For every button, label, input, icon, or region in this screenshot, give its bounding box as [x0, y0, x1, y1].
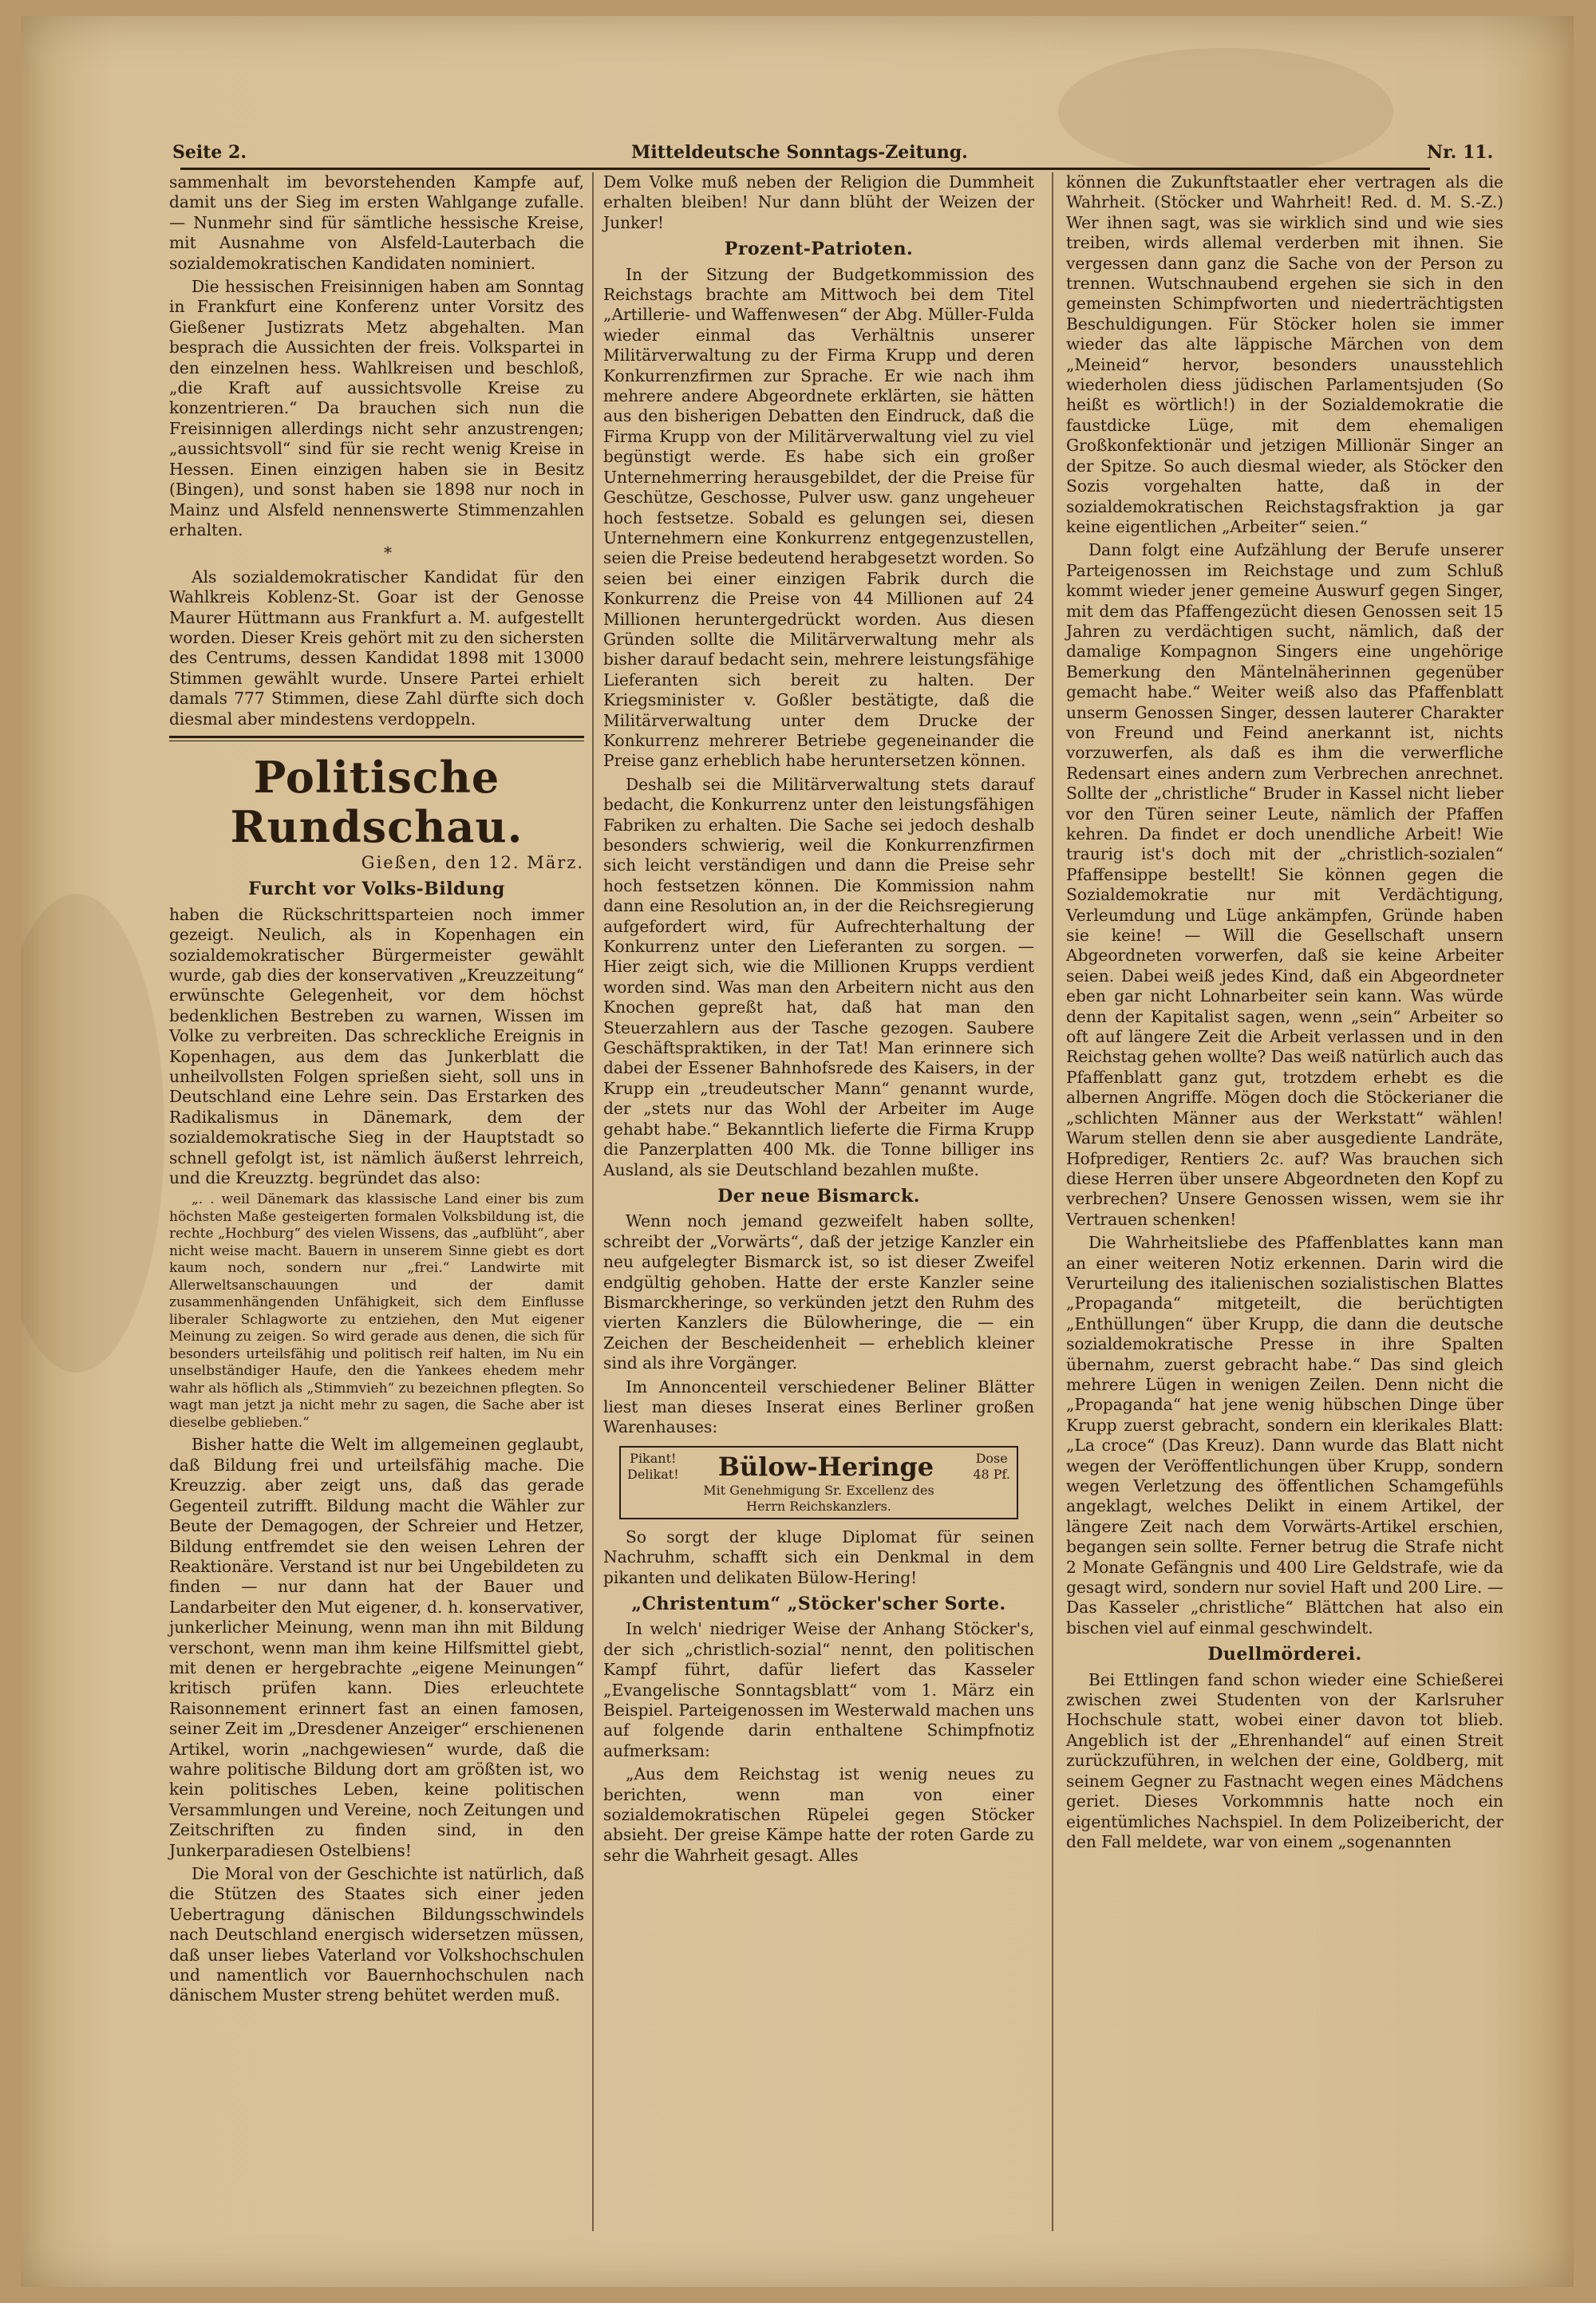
- section-rule: [169, 736, 584, 741]
- article-headline: Duellmörderei.: [1207, 1644, 1362, 1665]
- paper-stain: [21, 894, 164, 1373]
- ad-text: Mit Genehmigung Sr. Excellenz des: [703, 1482, 934, 1498]
- ad-text: Pikant!: [630, 1450, 677, 1466]
- separator-star: *: [383, 543, 393, 563]
- ad-product-name: Bülow-Heringe: [717, 1451, 934, 1482]
- ad-price: 48 Pf.: [973, 1466, 1010, 1482]
- paragraph: Deshalb sei die Militärverwaltung stets darauf bedacht, die Konkurrenz unter den leistungsfähigen Fabriken zu erhalten. Die Sache sei jedoch deshalb besonders schwierig, weil die Konkurrenzfirmen sich leicht verständigen und dann die Preise sehr hoch festsetzen können. Die Kommission nahm dann eine Resolution an, in der die Reichsregierung aufgefordert wird, für Aufrechterhaltung der Konkurrenz unter den Lieferanten zu sorgen. — Hier zeigt sich, wie die Millionen Krupps verdient worden sind. Was man den Arbeitern nicht aus den Knochen gepreßt hat, daß hat man den Steuerzahlern aus der Tasche gezogen. Saubere Geschäftspraktiken, in der Tat! Man erinnere sich dabei der Essener Bahnhofsrede des Kaisers, in der Krupp ein „treudeutscher Mann“ genannt wurde, der „stets nur das Wohl der Arbeiter im Auge gehabt habe.“ Bekanntlich lieferte die Firma Krupp die Panzerplatten 400 Mk. die Tonne billiger ins Ausland, als sie Deutschland bezahlen mußte.: [603, 774, 1034, 1179]
- paragraph: Die Wahrheitsliebe des Pfaffenblattes kann man an einer weiteren Notiz erkennen. Darin wird die Verurteilung des italienischen sozialistischen Blattes „Propaganda“ mitgeteilt, die berüchtigten „Enthüllungen“ über Krupp, die dann die deutsche sozialdemokratische Presse in ihre Spalten übernahm, zuerst gebracht habe.“ Das sind gleich mehrere Lügen in wenigen Zeilen. Denn nicht die „Propaganda“ hat jene wenig hübschen Dinge über Krupp zuerst gebracht, sondern ein klerikales Blatt: „La croce“ (Das Kreuz). Dann wurde das Blatt nicht wegen der Veröffentlichungen über Krupp, sondern wegen Verletzung des öffentlichen Schamgefühls angeklagt, welches Delikt in einem Artikel, der längere Zeit nach dem Vorwärts-Artikel erschien, begangen sein sollte. Ferner betrug die Strafe nicht 2 Monate Gefängnis und 400 Lire Geldstrafe, wie da gesagt wird, sondern nur soviel Haft und 200 Lire. — Das Kasseler „christliche“ Blättchen hat also ein bischen viel auf einmal geschwindelt.: [1066, 1233, 1503, 1637]
- paragraph: Als sozialdemokratischer Kandidat für den Wahlkreis Koblenz-St. Goar ist der Genosse Maurer Hüttmann aus Frankfurt a. M. aufgestellt worden. Dieser Kreis gehört mit zu den sichersten des Centrums, dessen Kandidat 1898 mit 13000 Stimmen gewählt wurde. Unsere Partei erhielt damals 777 Stimmen, diese Zahl dürfte sich doch diesmal aber mindestens verdoppeln.: [169, 567, 584, 729]
- paragraph: Bei Ettlingen fand schon wieder eine Schießerei zwischen zwei Studenten von der Karlsruher Hochschule statt, wobei einer davon tot blieb. Angeblich ist der „Ehrenhandel“ auf einen Streit zurückzuführen, in welchen der eine, Goldberg, mit seinem Gegner zu Fastnacht wegen eines Mädchens geriet. Dieses Vorkommnis hatte noch ein eigentümliches Nachspiel. In dem Polizeibericht, der den Fall meldete, war von einem „sogenannten: [1066, 1669, 1503, 1851]
- page-header: [21, 136, 1574, 168]
- article-headline: Der neue Bismarck.: [717, 1185, 920, 1207]
- dateline: Gießen, den 12. März.: [361, 852, 584, 872]
- column-1: [169, 172, 584, 2009]
- ad-row: [627, 1451, 1010, 1483]
- ad-text: Herrn Reichskanzlers.: [746, 1498, 891, 1514]
- section-masthead: Politische Rundschau.: [230, 751, 523, 852]
- paragraph: Die hessischen Freisinnigen haben am Sonntag in Frankfurt eine Konferenz unter Vorsitz des Gießener Justizrats Metz abgehalten. Man besprach die Aussichten der freis. Volkspartei in den einzelnen hess. Wahlkreisen und beschloß, „die Kraft auf aussichtsvolle Kreise zu konzentrieren.“ Da brauchen sich nun die Freisinnigen allerdings nicht sehr anzustrengen; „aussichtsvoll“ sind für sie recht wenig Kreise in Hessen. Einen einzigen haben sie in Besitz (Bingen), und sonst haben sie 1898 nur noch in Mainz und Alsfeld nennenswerte Stimmenzahlen erhalten.: [169, 277, 584, 539]
- paragraph: Dann folgt eine Aufzählung der Berufe unserer Parteigenossen im Reichstage und zum Schluß kommt wieder jener gemeine Auswurf gegen Singer, mit dem das Pfaffengezücht diesen Genossen seit 15 Jahren zu verdächtigen sucht, nämlich, daß der damalige Kompagnon Singers eine ungehörige Bemerkung den Mäntelnäherinnen gegenüber gemacht habe.“ Weiter weiß also das Pfaffenblatt unserm Genossen Singer, dessen lauterer Charakter von Freund und Feind anerkannt ist, nichts vorzuwerfen, als daß es ihm die verwerfliche Redensart eines andern zum Verbrechen anrechnet. Sollte der „christliche“ Bruder in Kassel nicht lieber vor den Türen seiner Leute, nämlich der Pfaffen kehren. Da findet er doch unendliche Arbeit! Wie traurig ist's doch mit der „christlich-sozialen“ Pfaffensippe bestellt! Sie können gegen die Sozialdemokratie nur mit Verdächtigung, Verleumdung und Lüge ankämpfen, Gründe haben sie keine! — Will die Gesellschaft unsern Abgeordneten vorwerfen, daß sie keine Arbeiter seien. Dabei weiß jedes Kind, daß ein Abgeordneter eben gar nicht Lohnarbeiter sein kann. Was würde denn der Kapitalist sagen, wenn „sein“ Arbeiter so oft auf längere Zeit die Arbeit verlassen und in den Reichstag gehen wollte? Das weiß natürlich auch das Pfaffenblatt ganz gut, trotzdem erhebt es die albernen Angriffe. Mögen doch die Stöckerianer die „schlichten Männer aus der Werkstatt“ wählen! Warum stellen denn sie aber ausgediente Landräte, Hofprediger, Rentiers 2c. auf? Was brauchen sich diese Herren über unsere Abgeordneten den Kopf zu verbrechen? Unsere Genossen wissen, wem sie ihr Vertrauen schenken!: [1066, 540, 1503, 1229]
- paragraph: Wenn noch jemand gezweifelt haben sollte, schreibt der „Vorwärts“, daß der jetzige Kanzler ein neu aufgelegter Bismarck ist, so ist dieser Zweifel endgültig gehoben. Hatte der erste Kanzler seine Bismarckheringe, so verkünden jetzt den Ruhm des vierten Kanzlers die Bülowheringe, die — ein Zeichen der Bescheidenheit — erheblich kleiner sind als ihre Vorgänger.: [603, 1211, 1034, 1373]
- paragraph: So sorgt der kluge Diplomat für seinen Nachruhm, schafft sich ein Denkmal in dem pikanten und delikaten Bülow-Hering!: [603, 1527, 1034, 1587]
- ad-right: [973, 1451, 1010, 1483]
- paragraph: Dem Volke muß neben der Religion die Dummheit erhalten bleiben! Nur dann blüht der Weizen der Junker!: [603, 172, 1034, 232]
- paragraph: In welch' niedriger Weise der Anhang Stöcker's, der sich „christlich-sozial“ nennt, den politischen Kampf führt, dafür liefert das Kasseler „Evangelische Sonntagsblatt“ vom 1. März ein Beispiel. Parteigenossen im Westerwald machen uns auf folgende darin enthaltene Schimpfnotiz aufmerksam:: [603, 1619, 1034, 1760]
- paragraph: haben die Rückschrittsparteien noch immer gezeigt. Neulich, als in Kopenhagen ein sozialdemokratischer Bürgermeister gewählt wurde, gab dies der konservativen „Kreuzzeitung“ erwünschte Gelegenheit, vor dem höchst bedenklichen Bestreben zu warnen, Wissen im Volke zu verbreiten. Das schreckliche Ereignis in Kopenhagen, aus dem das Junkerblatt die unheilvollsten Folgen sprießen sieht, soll uns in Deutschland eine Lehre sein. Das Erstarken des Radikalismus in Dänemark, dem der sozialdemokratische Sieg in der Hauptstadt so schnell gefolgt ist, ist nämlich äußerst lehrreich, und die Kreuzztg. begründet das also:: [169, 904, 584, 1188]
- paragraph: sammenhalt im bevorstehenden Kampfe auf, damit uns der Sieg im ersten Wahlgange zufalle. — Nunmehr sind für sämtliche hessische Kreise, mit Ausnahme von Alsfeld-Lauterbach die sozialdemokratischen Kandidaten nominiert.: [169, 172, 584, 273]
- quoted-paragraph: „. . weil Dänemark das klassische Land einer bis zum höchsten Maße gesteigerten formalen Volksbildung ist, die rechte „Hochburg“ des vielen Wissens, das „aufblüht“, aber nicht weise macht. Bauern in unserem Sinne giebt es dort kaum noch, sondern nur „frei.“ Landwirte mit Allerweltsanschauungen und der damit zusammenhängenden Unfähigkeit, sich dem Einflusse liberaler Schlagworte zu entziehen, den Mut eigener Meinung zu zeigen. So wird gerade aus denen, die sich für besonders urteilsfähig und politisch reif halten, im Nu ein unselbständiger Haufe, den die Yankees ehedem mehr wahr als höflich als „Stimmvieh“ zu bezeichnen pflegten. So wagt man jetzt ja nicht mehr zu sagen, die Sache aber ist dieselbe geblieben.“: [169, 1191, 584, 1431]
- newspaper-title: Mitteldeutsche Sonntags-Zeitung.: [631, 142, 968, 163]
- newspaper-page: [21, 16, 1574, 2287]
- paragraph: „Aus dem Reichstag ist wenig neues zu berichten, wenn man von einer sozialdemokratischen Rüpelei gegen Stöcker absieht. Der greise Kämpe hatte der roten Garde zu sehr die Wahrheit gesagt. Alles: [603, 1764, 1034, 1865]
- header-rule: [180, 168, 1430, 170]
- article-headline: Furcht vor Volks-Bildung: [248, 879, 505, 900]
- article-headline: „Christentum“ „Stöcker'scher Sorte.: [631, 1594, 1006, 1614]
- article-headline: Prozent-Patrioten.: [724, 239, 914, 260]
- paragraph: Bisher hatte die Welt im allgemeinen geglaubt, daß Bildung frei und urteilsfähig mache. Die Kreuzzig. aber zeigt uns, daß das gerade Gegenteil zutrifft. Bildung macht die Wähler zur Beute der Demagogen, der Schreier und Hetzer, Bildung entfremdet sie den weisen Lehren der Reaktionäre. Verstand ist nur bei Ungebildeten zu finden — nur dann hat der Bauer und Landarbeiter den Mut eigener, d. h. konservativer, junkerlicher Meinung, wenn man ihn mit Bildung verschont, wenn man ihm keine Hilfsmittel giebt, mit denen er hergebrachte „eigene Meinungen“ kritisch prüfen kann. Dies erleuchtete Raisonnement erinnert fast an einen famosen, seiner Zeit im „Dresdener Anzeiger“ erschienenen Artikel, worin „nachgewiesen“ wurde, daß die wahre politische Bildung dort am größten ist, wo kein politisches Leben, keine politischen Versammlungen und Vereine, noch Zeitungen und Zeitschriften zu finden sind, in den Junkerparadiesen Ostelbiens!: [169, 1435, 584, 1860]
- page-number: Seite 2.: [172, 142, 247, 163]
- paragraph: Die Moral von der Geschichte ist natürlich, daß die Stützen des Staates sich einer jeden Uebertragung dänischen Bildungsschwindels nach Deutschland energisch widersetzen müssen, daß unser liebes Vaterland vor Volkshochschulen und namentlich vor Bauernhochschulen nach dänischem Muster streng behütet werden muß.: [169, 1864, 584, 2005]
- issue-number: Nr. 11.: [1427, 142, 1494, 163]
- column-2: [603, 172, 1034, 1869]
- column-divider: [592, 172, 594, 2231]
- column-divider: [1052, 172, 1053, 2231]
- ad-left: [627, 1451, 679, 1483]
- paragraph: Im Annoncenteil verschiedener Beliner Blätter liest man dieses Inserat eines Berliner großen Warenhauses:: [603, 1377, 1034, 1437]
- ad-text: Dose: [975, 1450, 1008, 1466]
- paragraph: können die Zukunftstaatler eher vertragen als die Wahrheit. (Stöcker und Wahrheit! Red. d. M. S.-Z.) Wer ihnen sagt, was sie wirklich sind und wie sies treiben, wirds allemal verderben mit ihnen. Sie vergessen dann ganz die Sache von der Person zu trennen. Wutschnaubend ergehen sie sich in den gemeinsten Schimpfworten und niederträchtigsten Beschuldigungen. Für Stöcker holen sie immer wieder das alte läppische Märchen von dem „Meineid“ hervor, besonders unausstehlich wiederholen diess jüdischen Parlamentsjuden (So heißt es wörtlich!) in der Sozialdemokratie die faustdicke Lüge, mit dem ehemaligen Großkonfektionär und jetzigen Millionär Singer an der Spitze. So auch diesmal wieder, als Stöcker den Sozis vorgehalten hatte, daß in der sozialdemokratischen Reichstagsfraktion ja gar keine eigentlichen „Arbeiter“ seien.“: [1066, 172, 1503, 536]
- column-3: [1066, 172, 1503, 1855]
- paragraph: In der Sitzung der Budgetkommission des Reichstags brachte am Mittwoch bei dem Titel „Artillerie- und Waffenwesen“ der Abg. Müller-Fulda wieder einmal das Verhältnis unserer Militärverwaltung zu der Firma Krupp und deren Konkurrenzfirmen zur Sprache. Er wie nach ihm mehrere andere Abgeordnete erklärten, sie hätten aus den bisherigen Debatten den Eindruck, daß die Firma Krupp von der Militärverwaltung viel zu viel begünstigt werde. Es habe sich ein großer Unternehmerring herausgebildet, der die Preise für Geschütze, Geschosse, Pulver usw. ganz ungeheuer hoch festsetze. Sobald es gelungen sei, diesen Unternehmern eine Konkurrenz entgegenzustellen, seien die Preise bedeutend herabgesetzt worden. So seien bei einer einzigen Fabrik durch die Konkurrenz die Preise von 44 Millionen auf 24 Millionen heruntergedrückt worden. Aus diesen Gründen sollte die Militärverwaltung mehr als bisher darauf bedacht sein, mehrere leistungsfähige Lieferanten sich bereit zu halten. Der Kriegsminister v. Goßler bestätigte, daß die Militärverwaltung unter dem Drucke der Konkurrenz mehrerer Betriebe gegeneinander die Preise ganz erheblich habe heruntersetzen können.: [603, 264, 1034, 771]
- ad-text: Delikat!: [627, 1466, 679, 1482]
- advertisement-box: [619, 1446, 1018, 1519]
